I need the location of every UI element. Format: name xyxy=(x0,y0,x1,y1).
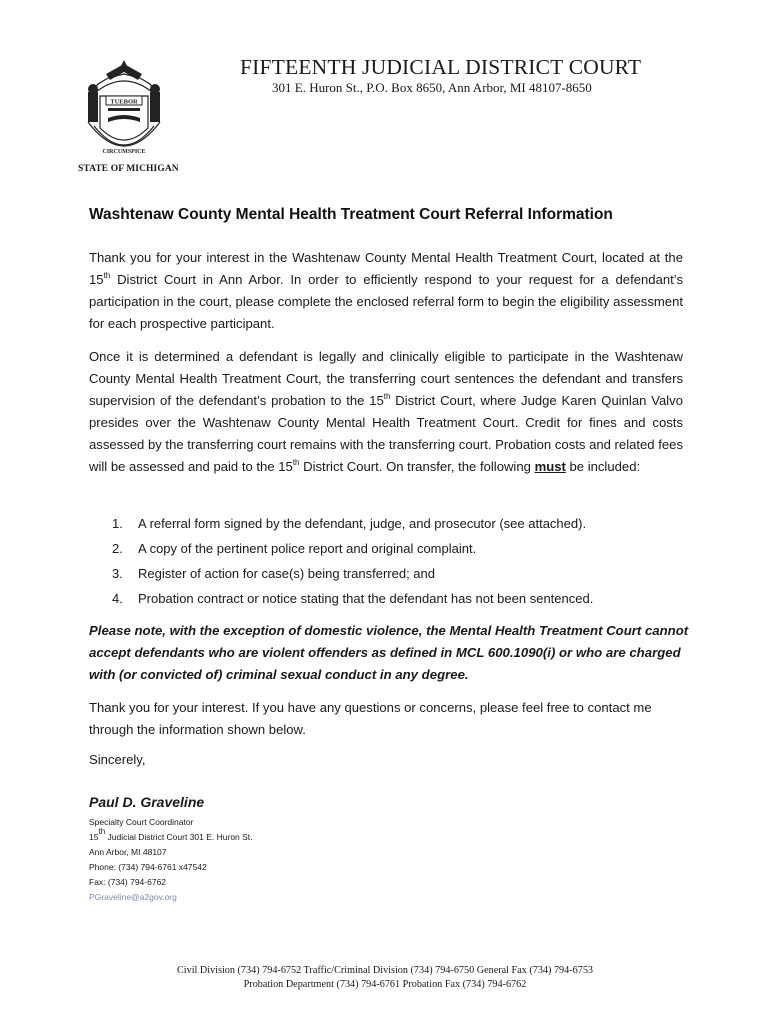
list-item xyxy=(112,511,672,536)
signer-contact xyxy=(89,815,253,905)
list-item xyxy=(112,586,672,611)
ordinal-suffix: th xyxy=(103,271,111,280)
list-number: 2. xyxy=(112,541,123,556)
list-number: 3. xyxy=(112,566,123,581)
eligibility-text-c: District Court. On transfer, the following xyxy=(299,459,535,474)
eligibility-text-a: Once it is determined a defendant is legally and clinically eligible to participate in the Washtenaw County Mental Health Treatment Court, the transferring court sentences the defendant and transfers supervision of the defendant’s probation to the 15 xyxy=(89,349,683,408)
thanks-paragraph: Thank you for your interest. If you have any questions or concerns, please feel free to contact me through the information shown below. xyxy=(89,700,652,737)
intro-text-b: District Court in Ann Arbor. In order to efficiently respond to your request for a defendant’s participation in the court, please complete the enclosed referral form to begin the eligibility assessment for each prospective participant. xyxy=(89,272,683,331)
list-number: 4. xyxy=(112,591,123,606)
ordinal-suffix: th xyxy=(383,392,391,401)
eligibility-text-d: be included: xyxy=(565,459,641,474)
required-items-list xyxy=(112,511,672,611)
intro-text-a: Thank you for your interest in the Washtenaw County Mental Health Treatment Court, located at the 15 xyxy=(89,250,683,287)
list-text: A referral form signed by the defendant, judge, and prosecutor (see attached). xyxy=(138,516,587,531)
state-label: STATE OF MICHIGAN xyxy=(78,164,179,174)
signer-role: Specialty Court Coordinator xyxy=(89,817,194,827)
list-text: Probation contract or notice stating that the defendant has not been sentenced. xyxy=(138,591,594,606)
signer-email-link[interactable]: PGraveline@a2gov.org xyxy=(89,892,177,902)
ordinal-suffix: th xyxy=(292,458,300,467)
must-emphasis: must xyxy=(534,459,566,474)
signer-name: Paul D. Graveline xyxy=(89,794,205,810)
intro-paragraph xyxy=(89,247,683,335)
list-number: 1. xyxy=(112,516,123,531)
footer-phones-line2: Probation Department (734) 794-6761 Probation Fax (734) 794-6762 xyxy=(243,979,527,990)
list-text: A copy of the pertinent police report and original complaint. xyxy=(138,541,477,556)
list-text: Register of action for case(s) being transferred; and xyxy=(138,566,435,581)
seal-banner-text: TUEBOR xyxy=(110,98,138,106)
eligibility-paragraph xyxy=(89,346,683,478)
signer-city: Ann Arbor, MI 48107 xyxy=(89,847,167,857)
seal-ring-text: CIRCUMSPICE xyxy=(102,149,146,155)
michigan-seal-icon xyxy=(78,52,170,162)
court-name: FIFTEENTH JUDICIAL DISTRICT COURT xyxy=(240,55,642,79)
document-title: Washtenaw County Mental Health Treatment Court Referral Information xyxy=(89,206,613,223)
closing: Sincerely, xyxy=(89,752,146,767)
exclusion-note: Please note, with the exception of domestic violence, the Mental Health Treatment Court cannot accept defendants who are violent offenders as defined in MCL 600.1090(i) or who are charged with (or convicted of) criminal sexual conduct in any degree. xyxy=(89,623,689,682)
court-address: 301 E. Huron St., P.O. Box 8650, Ann Arbor, MI 48107-8650 xyxy=(272,80,592,95)
eligibility-text-b: District Court, where Judge Karen Quinlan Valvo presides over the Washtenaw County Mental Health Treatment Court. Credit for fines and costs assessed by the transferring court remains with the transferring court. Probation costs and related fees will be assessed and paid to the 15 xyxy=(89,393,683,474)
signer-fax: Fax: (734) 794-6762 xyxy=(89,877,167,887)
footer-phones-line1: Civil Division (734) 794-6752 Traffic/Criminal Division (734) 794-6750 General Fax (734) 794-6753 xyxy=(176,965,594,976)
signer-phone: Phone: (734) 794-6761 x47542 xyxy=(89,862,207,872)
signer-court: 15th Judicial District Court 301 E. Huron St. xyxy=(89,827,253,842)
list-item xyxy=(112,536,672,561)
list-item xyxy=(112,561,672,586)
